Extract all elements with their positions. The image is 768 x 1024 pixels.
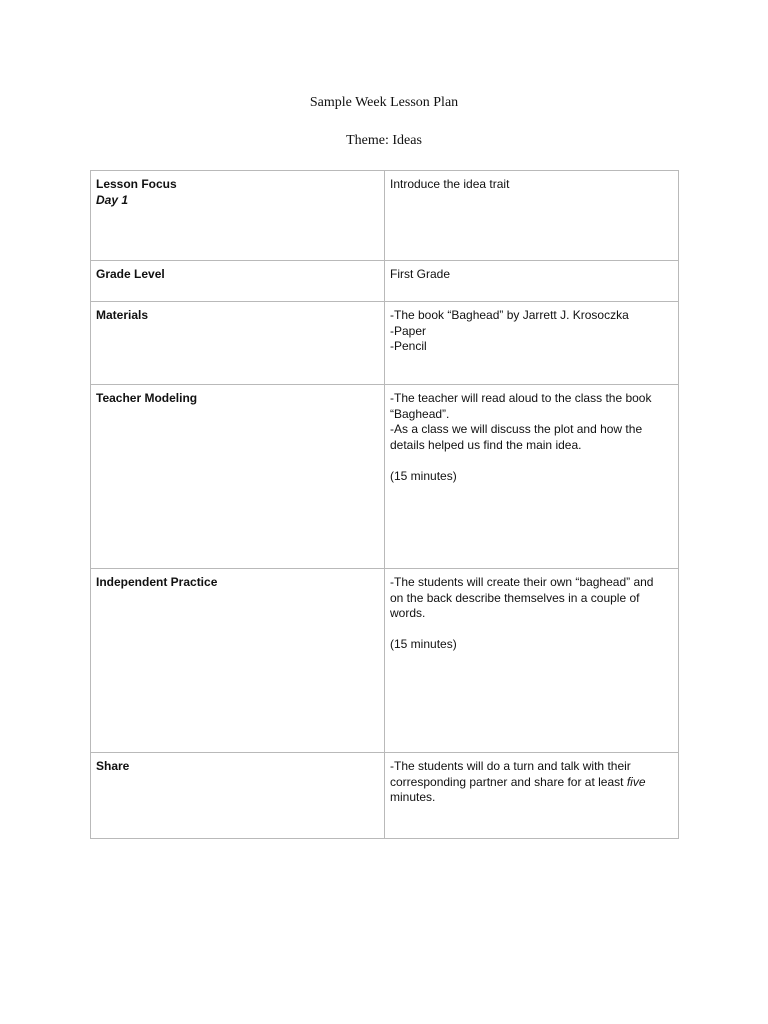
table-row xyxy=(91,261,679,302)
share-emphasis: five xyxy=(626,774,646,789)
share-line: minutes. xyxy=(390,790,436,804)
independent-practice-line: -The students will create their own “baghead” and xyxy=(390,575,654,589)
table-row xyxy=(91,753,679,839)
share-label-cell xyxy=(91,753,385,839)
independent-practice-label: Independent Practice xyxy=(96,575,218,589)
table-row xyxy=(91,569,679,753)
grade-level-text: First Grade xyxy=(390,267,451,281)
materials-content-cell xyxy=(385,302,679,385)
share-line: -The students will do a turn and talk with their xyxy=(390,759,631,773)
teacher-modeling-line: -The teacher will read aloud to the class the book xyxy=(390,391,652,405)
independent-practice-content-cell xyxy=(385,569,679,753)
lesson-plan-table xyxy=(90,170,679,839)
day-label: Day 1 xyxy=(96,192,129,207)
teacher-modeling-label-cell xyxy=(91,385,385,569)
share-line xyxy=(390,775,672,791)
lesson-focus-label-cell xyxy=(91,171,385,261)
teacher-modeling-line: -As a class we will discuss the plot and how the xyxy=(390,422,643,436)
grade-level-label-cell xyxy=(91,261,385,302)
independent-practice-label-cell xyxy=(91,569,385,753)
materials-item: -Paper xyxy=(390,323,427,338)
lesson-focus-text: Introduce the idea trait xyxy=(390,177,510,191)
materials-item: -Pencil xyxy=(390,339,427,353)
independent-practice-line: words. xyxy=(390,606,426,620)
teacher-modeling-label: Teacher Modeling xyxy=(96,391,198,405)
lesson-focus-label: Lesson Focus xyxy=(96,177,177,191)
spacer xyxy=(390,453,672,469)
document-title: Sample Week Lesson Plan xyxy=(309,95,459,110)
theme-heading: Theme: Ideas xyxy=(346,133,422,148)
materials-label-cell xyxy=(91,302,385,385)
table-row xyxy=(91,171,679,261)
share-label: Share xyxy=(96,759,130,773)
materials-item: -The book “Baghead” by Jarrett J. Krosoczka xyxy=(390,308,629,322)
table-row xyxy=(91,302,679,385)
teacher-modeling-line: “Baghead”. xyxy=(390,406,450,421)
independent-practice-time: (15 minutes) xyxy=(390,637,457,651)
teacher-modeling-content-cell xyxy=(385,385,679,569)
materials-label: Materials xyxy=(96,308,149,322)
teacher-modeling-time: (15 minutes) xyxy=(390,468,457,483)
share-line-text: corresponding partner and share for at least xyxy=(390,774,627,789)
grade-level-label: Grade Level xyxy=(96,267,165,281)
grade-level-content-cell xyxy=(385,261,679,302)
teacher-modeling-line: details helped us find the main idea. xyxy=(390,437,582,452)
spacer xyxy=(390,622,672,638)
independent-practice-line: on the back describe themselves in a couple of xyxy=(390,590,640,605)
lesson-focus-content-cell xyxy=(385,171,679,261)
share-content-cell xyxy=(385,753,679,839)
table-row xyxy=(91,385,679,569)
